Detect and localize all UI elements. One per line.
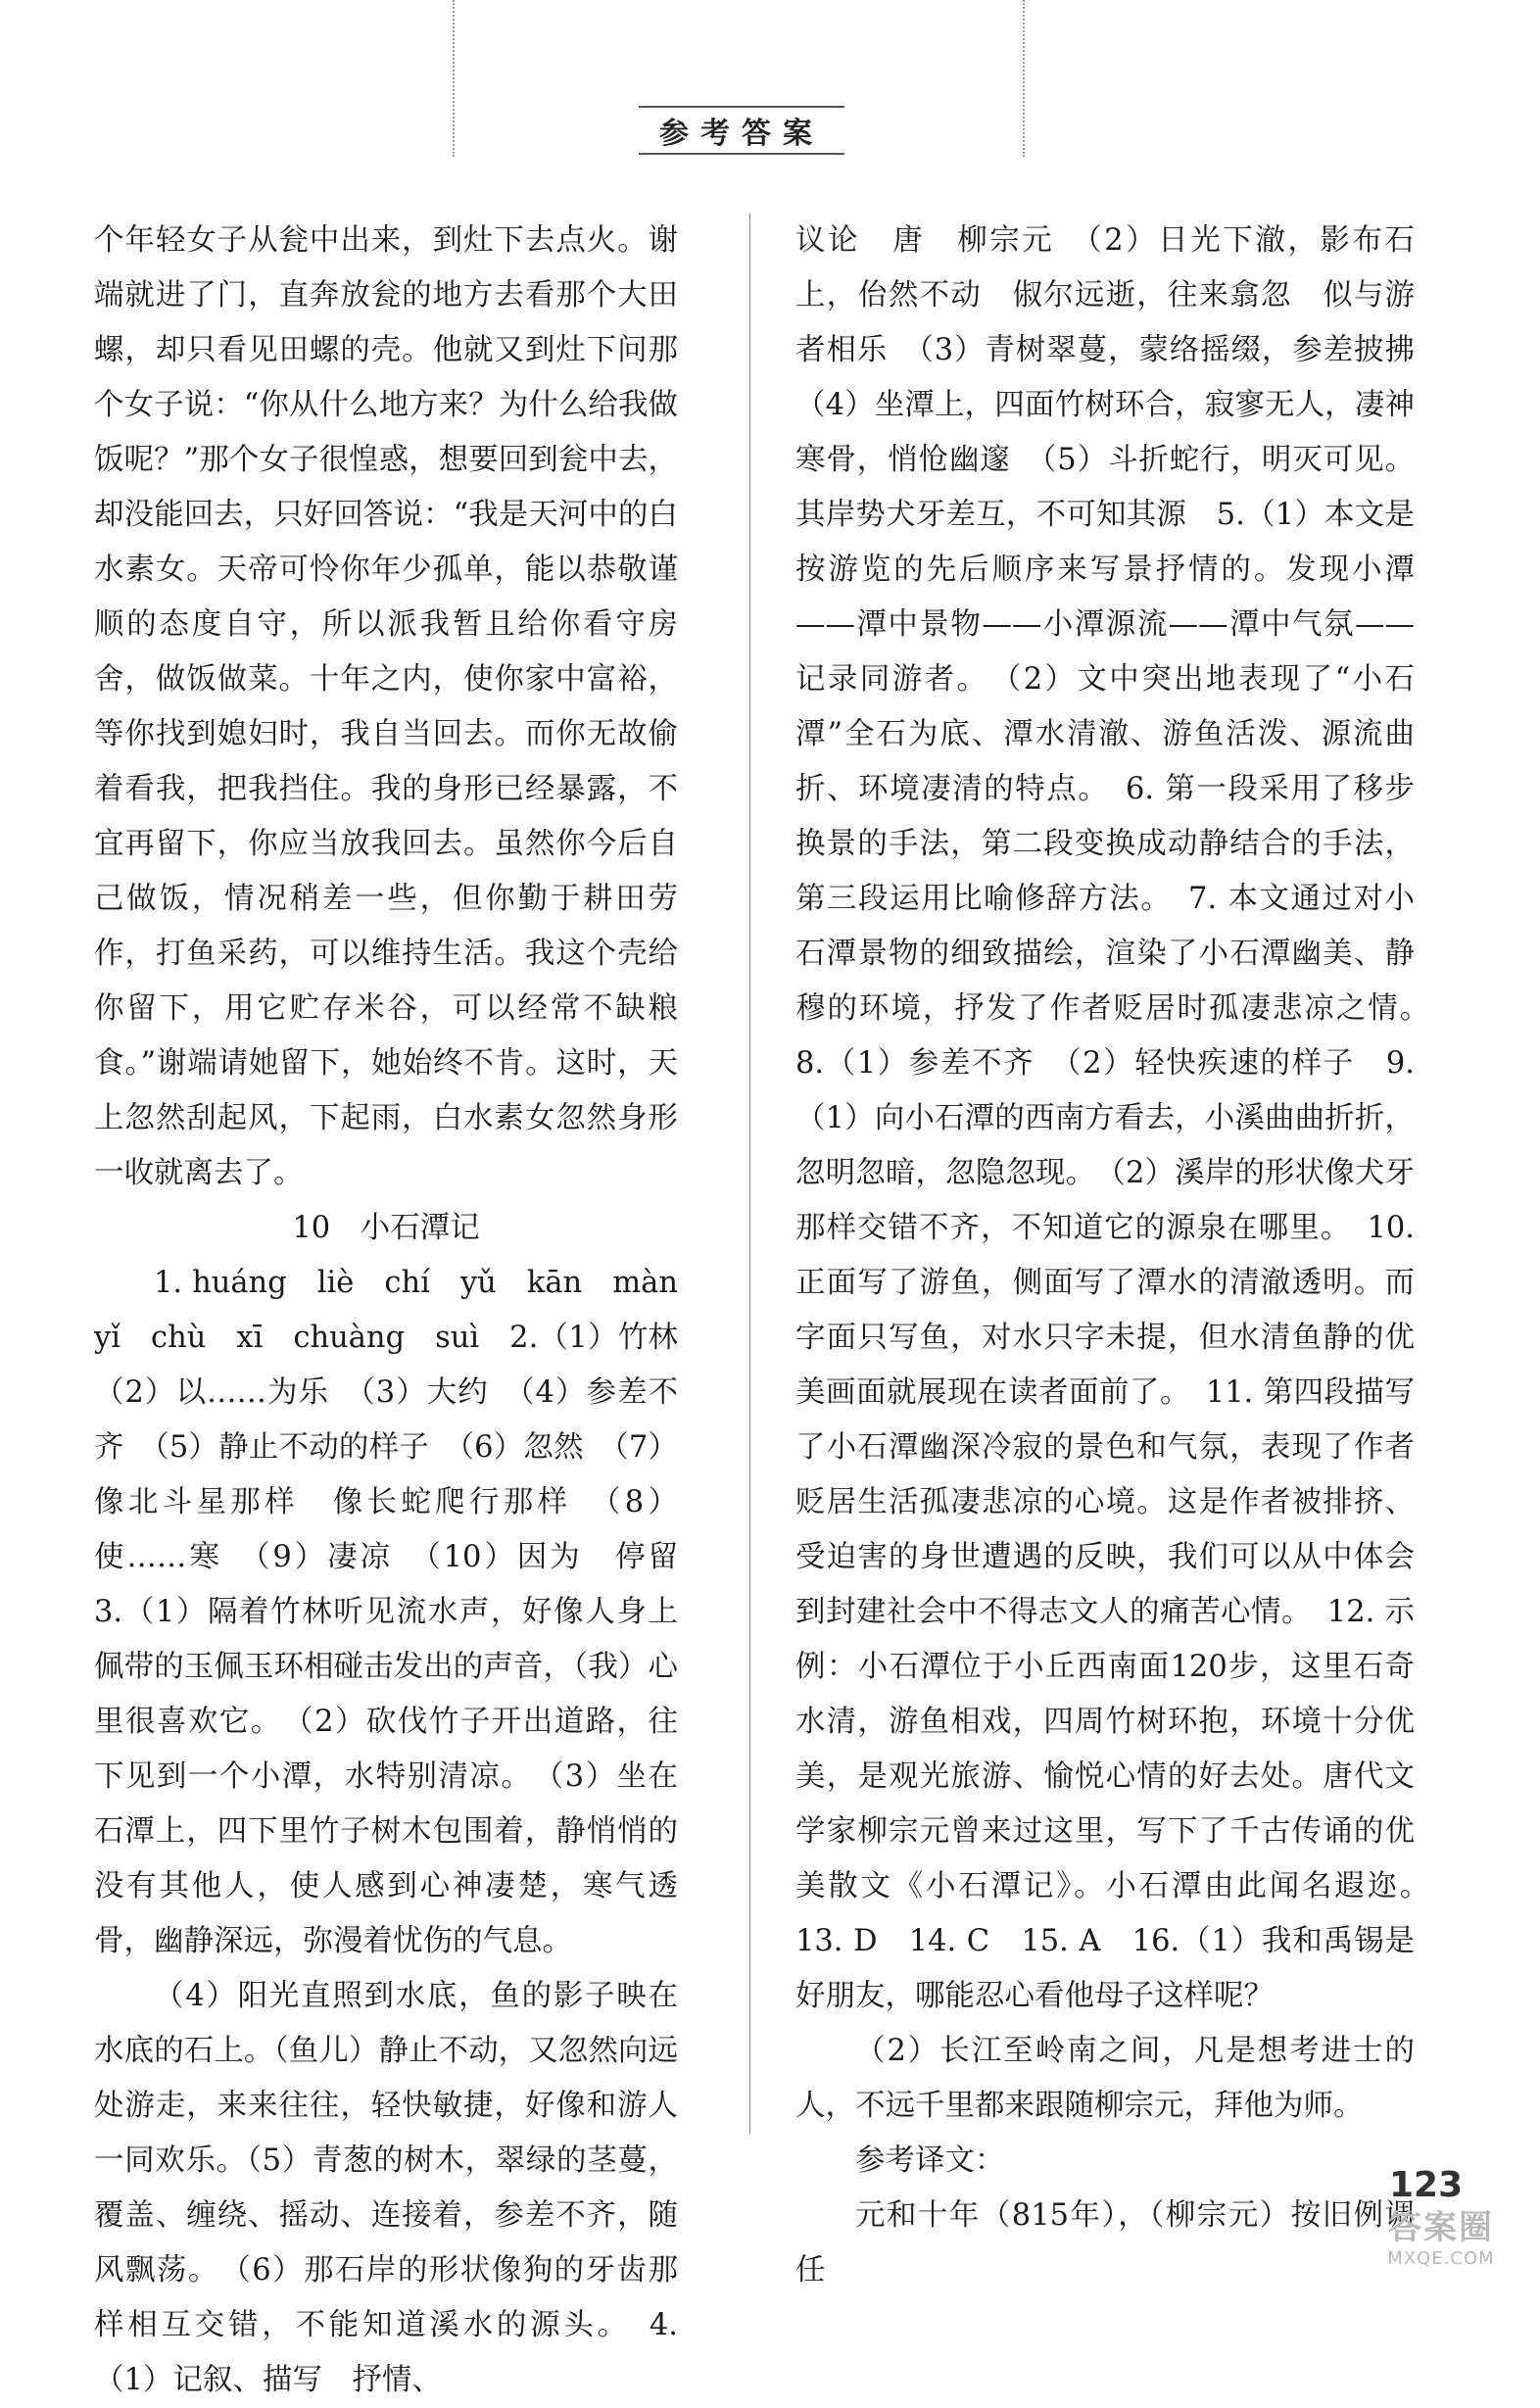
right-paragraph-4: 元和十年（815年），（柳宗元）按旧例调任 [795,2198,1415,2288]
column-divider [749,214,750,2134]
page-header-title: 参考答案 [639,106,844,155]
left-paragraph-1: 个年轻女子从瓮中出来，到灶下去点火。谢端就进了门，直奔放瓮的地方去看那个大田螺，却只看见田螺的壳。他就又到灶下问那个女子说：“你从什么地方来？为什么给我做饭呢？”那个女子很惶惑，想要回到瓮中去，却没能回去，只好回答说：“我是天河中的白水素女。天帝可怜你年少孤单，能以恭敬谨顺的态度自守，所以派我暂且给你看守房舍，做饭做菜。十年之内，使你家中富裕，等你找到媳妇时，我自当回去。而你无故偷着看我，把我挡住。我的身形已经暴露，不宜再留下，你应当放我回去。虽然你今后自己做饭，情况稍差一些，但你勤于耕田劳作，打鱼采药，可以维持生活。我这个壳给你留下，用它贮存米谷，可以经常不缺粮食。”谢端请她留下，她始终不肯。这时，天上忽然刮起风，下起雨，白水素女忽然身形一收就离去了。 [94,223,678,1190]
watermark-mark: 答案圈 [1388,2208,1494,2247]
header-rule-left [453,0,455,157]
right-paragraph-1: 议论 唐 柳宗元 （2）日光下澈，影布石上，佁然不动 俶尔远逝，往来翕忽 似与游者相乐 （3）青树翠蔓，蒙络摇缀，参差披拂 （4）坐潭上，四面竹树环合，寂寥无人，凄神寒骨，悄怆幽邃 （5）斗折蛇行，明灭可见。其岸势犬牙差互，不可知其源 5.（1）本文是按游览的先后顺序来写景抒情的。发现小潭——潭中景物——小潭源流——潭中气氛——记录同游者。 （2）文中突出地表现了“小石潭”全石为底、潭水清澈、游鱼活泼、源流曲折、环境凄清的特点。 6. 第一段采用了移步换景的手法，第二段变换成动静结合的手法，第三段运用比喻修辞方法。 7. 本文通过对小石潭景物的细致描绘，渲染了小石潭幽美、静穆的环境，抒发了作者贬居时孤凄悲凉之情。 8.（1）参差不齐 （2）轻快疾速的样子 9.（1）向小石潭的西南方看去，小溪曲曲折折，忽明忽暗，忽隐忽现。 （2）溪岸的形状像犬牙那样交错不齐，不知道它的源泉在哪里。 10. 正面写了游鱼，侧面写了潭水的清澈透明。而字面只写鱼，对水只字未提，但水清鱼静的优美画面就展现在读者面前了。 11. 第四段描写了小石潭幽深冷寂的景色和气氛，表现了作者贬居生活孤凄悲凉的心境。这是作者被排挤、受迫害的身世遭遇的反映，我们可以从中体会到封建社会中不得志文人的痛苦心情。 12. 示例：小石潭位于小丘西南面120步，这里石奇水清，游鱼相戏，四周竹树环抱，环境十分优美，是观光旅游、愉悦心情的好去处。唐代文学家柳宗元曾来过这里，写下了千古传诵的优美散文《小石潭记》。小石潭由此闻名遐迩。 13. D 14. C 15. A 16.（1）我和禹锡是好朋友，哪能忍心看他母子这样呢？ [795,223,1445,2013]
right-paragraph-2: （2）长江至岭南之间，凡是想考进士的人，不远千里都来跟随柳宗元，拜他为师。 [795,2034,1415,2123]
left-paragraph-3: （4）阳光直照到水底，鱼的影子映在水底的石上。（鱼儿）静止不动，又忽然向远处游走，来来往往，轻快敏捷，好像和游人一同欢乐。（5）青葱的树木，翠绿的茎蔓，覆盖、缠绕、摇动、连接着，参差不齐，随风飘荡。 （6）那石岸的形状像狗的牙齿那样相互交错，不能知道溪水的源头。 4.（1）记叙、描写 抒情、 [94,1979,678,2397]
page-number: 123 [1389,2165,1464,2205]
section-title: 10 小石潭记 [292,1211,480,1245]
watermark-url: MXQE.COM [1387,2248,1495,2269]
header-rule-right [1023,0,1025,157]
watermark-logo [1352,2202,1530,2275]
right-paragraph-3: 参考译文： [855,2143,1005,2178]
left-paragraph-2: 1. huáng liè chí yǔ kān màn yǐ chù xī chuàng suì 2.（1）竹林 （2）以……为乐 （3）大约 （4）参差不齐 （5）静止不动的样子 （6）忽然 （7）像北斗星那样 像长蛇爬行那样 （8）使……寒 （9）凄凉 （10）因为 停留 3.（1）隔着竹林听见流水声，好像人身上佩带的玉佩玉环相碰击发出的声音，（我）心里很喜欢它。 （2）砍伐竹子开出道路，往下见到一个小潭，水特别清凉。 （3）坐在石潭上，四下里竹子树木包围着，静悄悄的没有其他人，使人感到心神凄楚，寒气透骨，幽静深远，弥漫着忧伤的气息。 [94,1266,708,1958]
left-column [94,214,708,2408]
